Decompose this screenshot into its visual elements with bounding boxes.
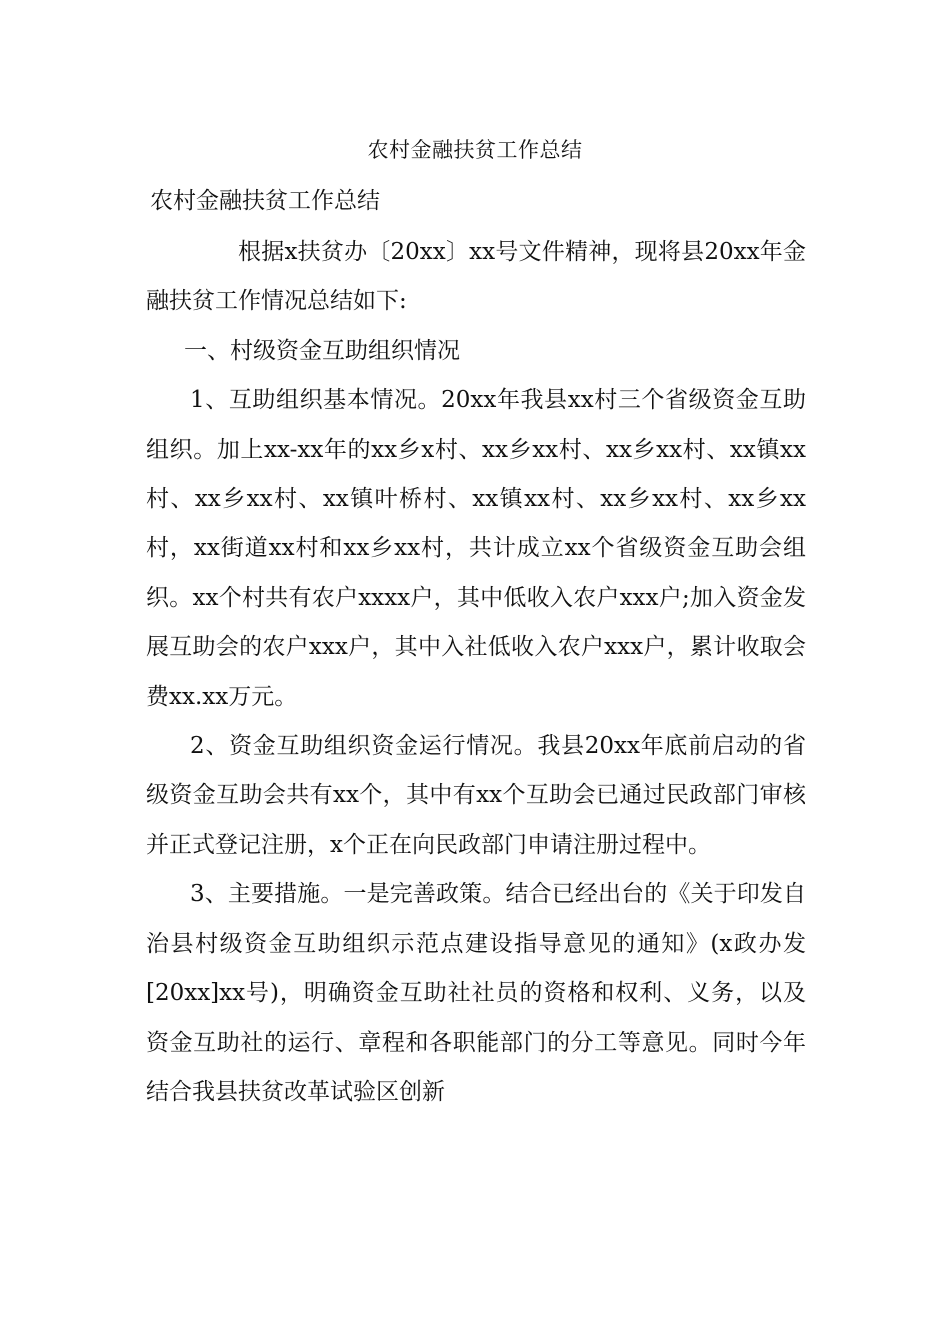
document-body [146, 228, 806, 1117]
section-heading-1: 一、村级资金互助组织情况 [184, 337, 460, 364]
document-title: 农村金融扶贫工作总结 [367, 138, 583, 162]
document-subtitle: 农村金融扶贫工作总结 [150, 188, 380, 214]
paragraph-intro: 根据x扶贫办〔20xx〕xx号文件精神，现将县20xx年金融扶贫工作情况总结如下: [146, 239, 806, 315]
paragraph-item-3: 3、主要措施。一是完善政策。结合已经出台的《关于印发自治县村级资金互助组织示范点建设指导意见的通知》(x政办发[20xx]xx号)，明确资金互助社社员的资格和权利、义务，以及资金互助社的运行、章程和各职能部门的分工等意见。同时今年结合我县扶贫改革试验区创新 [146, 881, 806, 1105]
paragraph-item-2: 2、资金互助组织资金运行情况。我县20xx年底前启动的省级资金互助会共有xx个，其中有xx个互助会已通过民政部门审核并正式登记注册，x个正在向民政部门申请注册过程中。 [146, 733, 806, 858]
paragraph-item-1: 1、互助组织基本情况。20xx年我县xx村三个省级资金互助组织。加上xx-xx年的xx乡x村、xx乡xx村、xx乡xx村、xx镇xx村、xx乡xx村、xx镇叶桥村、xx镇xx村、xx乡xx村、xx乡xx村，xx街道xx村和xx乡xx村，共计成立xx个省级资金互助会组织。xx个村共有农户xxxx户，其中低收入农户xxx户;加入资金发展互助会的农户xxx户，其中入社低收入农户xxx户，累计收取会费xx.xx万元。 [146, 387, 806, 710]
